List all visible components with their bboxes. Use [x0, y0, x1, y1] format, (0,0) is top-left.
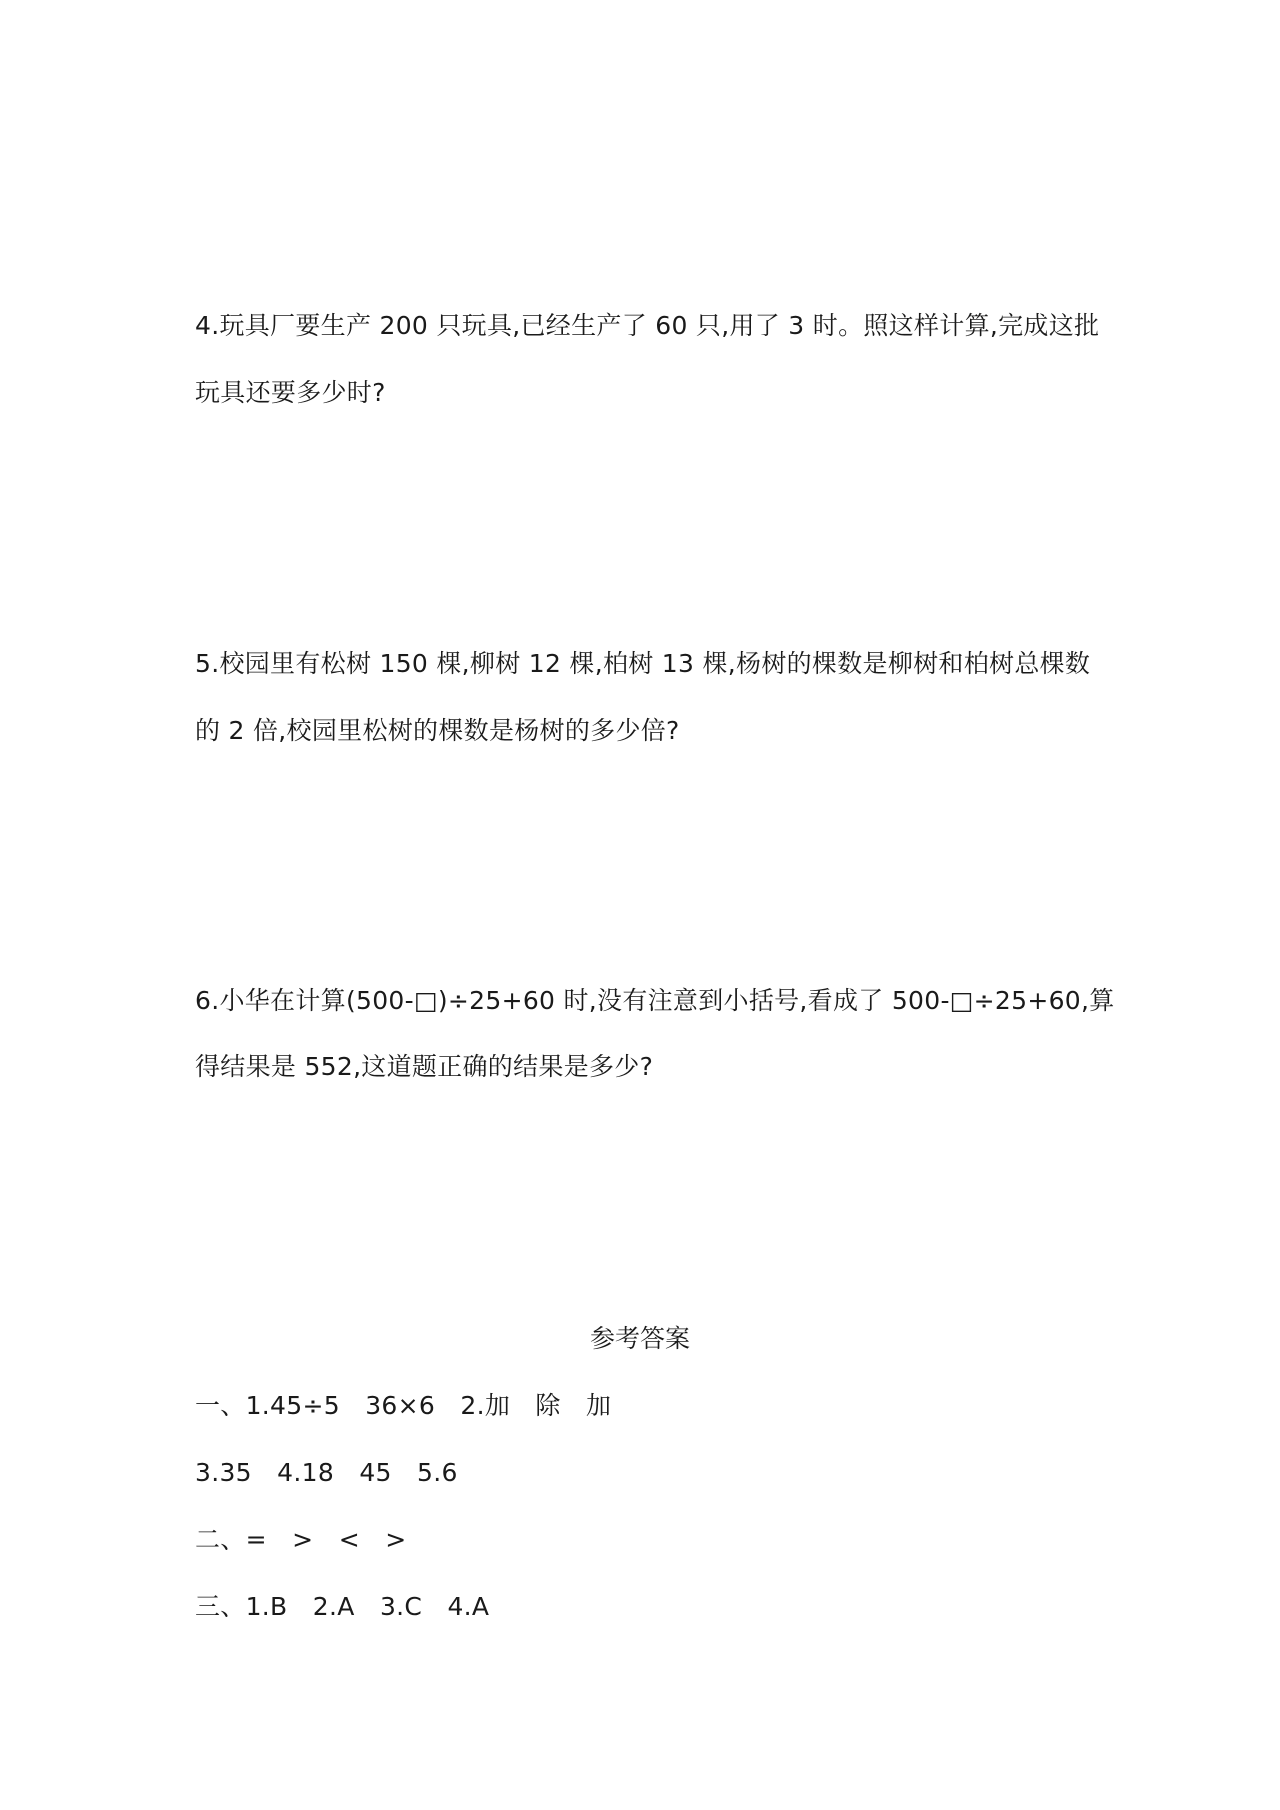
answer-line-3: 二、= > < > [195, 1525, 407, 1554]
question-4-line-1: 4.玩具厂要生产 200 只玩具,已经生产了 60 只,用了 3 时。照这样计算,完成这批 [195, 311, 1100, 340]
answers-title: 参考答案 [589, 1324, 690, 1353]
question-5-line-2: 的 2 倍,校园里松树的棵数是杨树的多少倍? [195, 716, 680, 745]
answer-line-4: 三、1.B 2.A 3.C 4.A [195, 1592, 490, 1621]
question-6-line-1: 6.小华在计算(500-□)÷25+60 时,没有注意到小括号,看成了 500-□÷25+60,算 [195, 986, 1115, 1015]
question-5-line-1: 5.校园里有松树 150 棵,柳树 12 棵,柏树 13 棵,杨树的棵数是柳树和柏树总棵数 [195, 649, 1091, 678]
answer-line-1: 一、1.45÷5 36×6 2.加 除 加 [195, 1391, 612, 1420]
answer-line-2: 3.35 4.18 45 5.6 [195, 1458, 458, 1487]
question-6-line-2: 得结果是 552,这道题正确的结果是多少? [195, 1052, 654, 1081]
question-4-line-2: 玩具还要多少时? [195, 378, 386, 407]
